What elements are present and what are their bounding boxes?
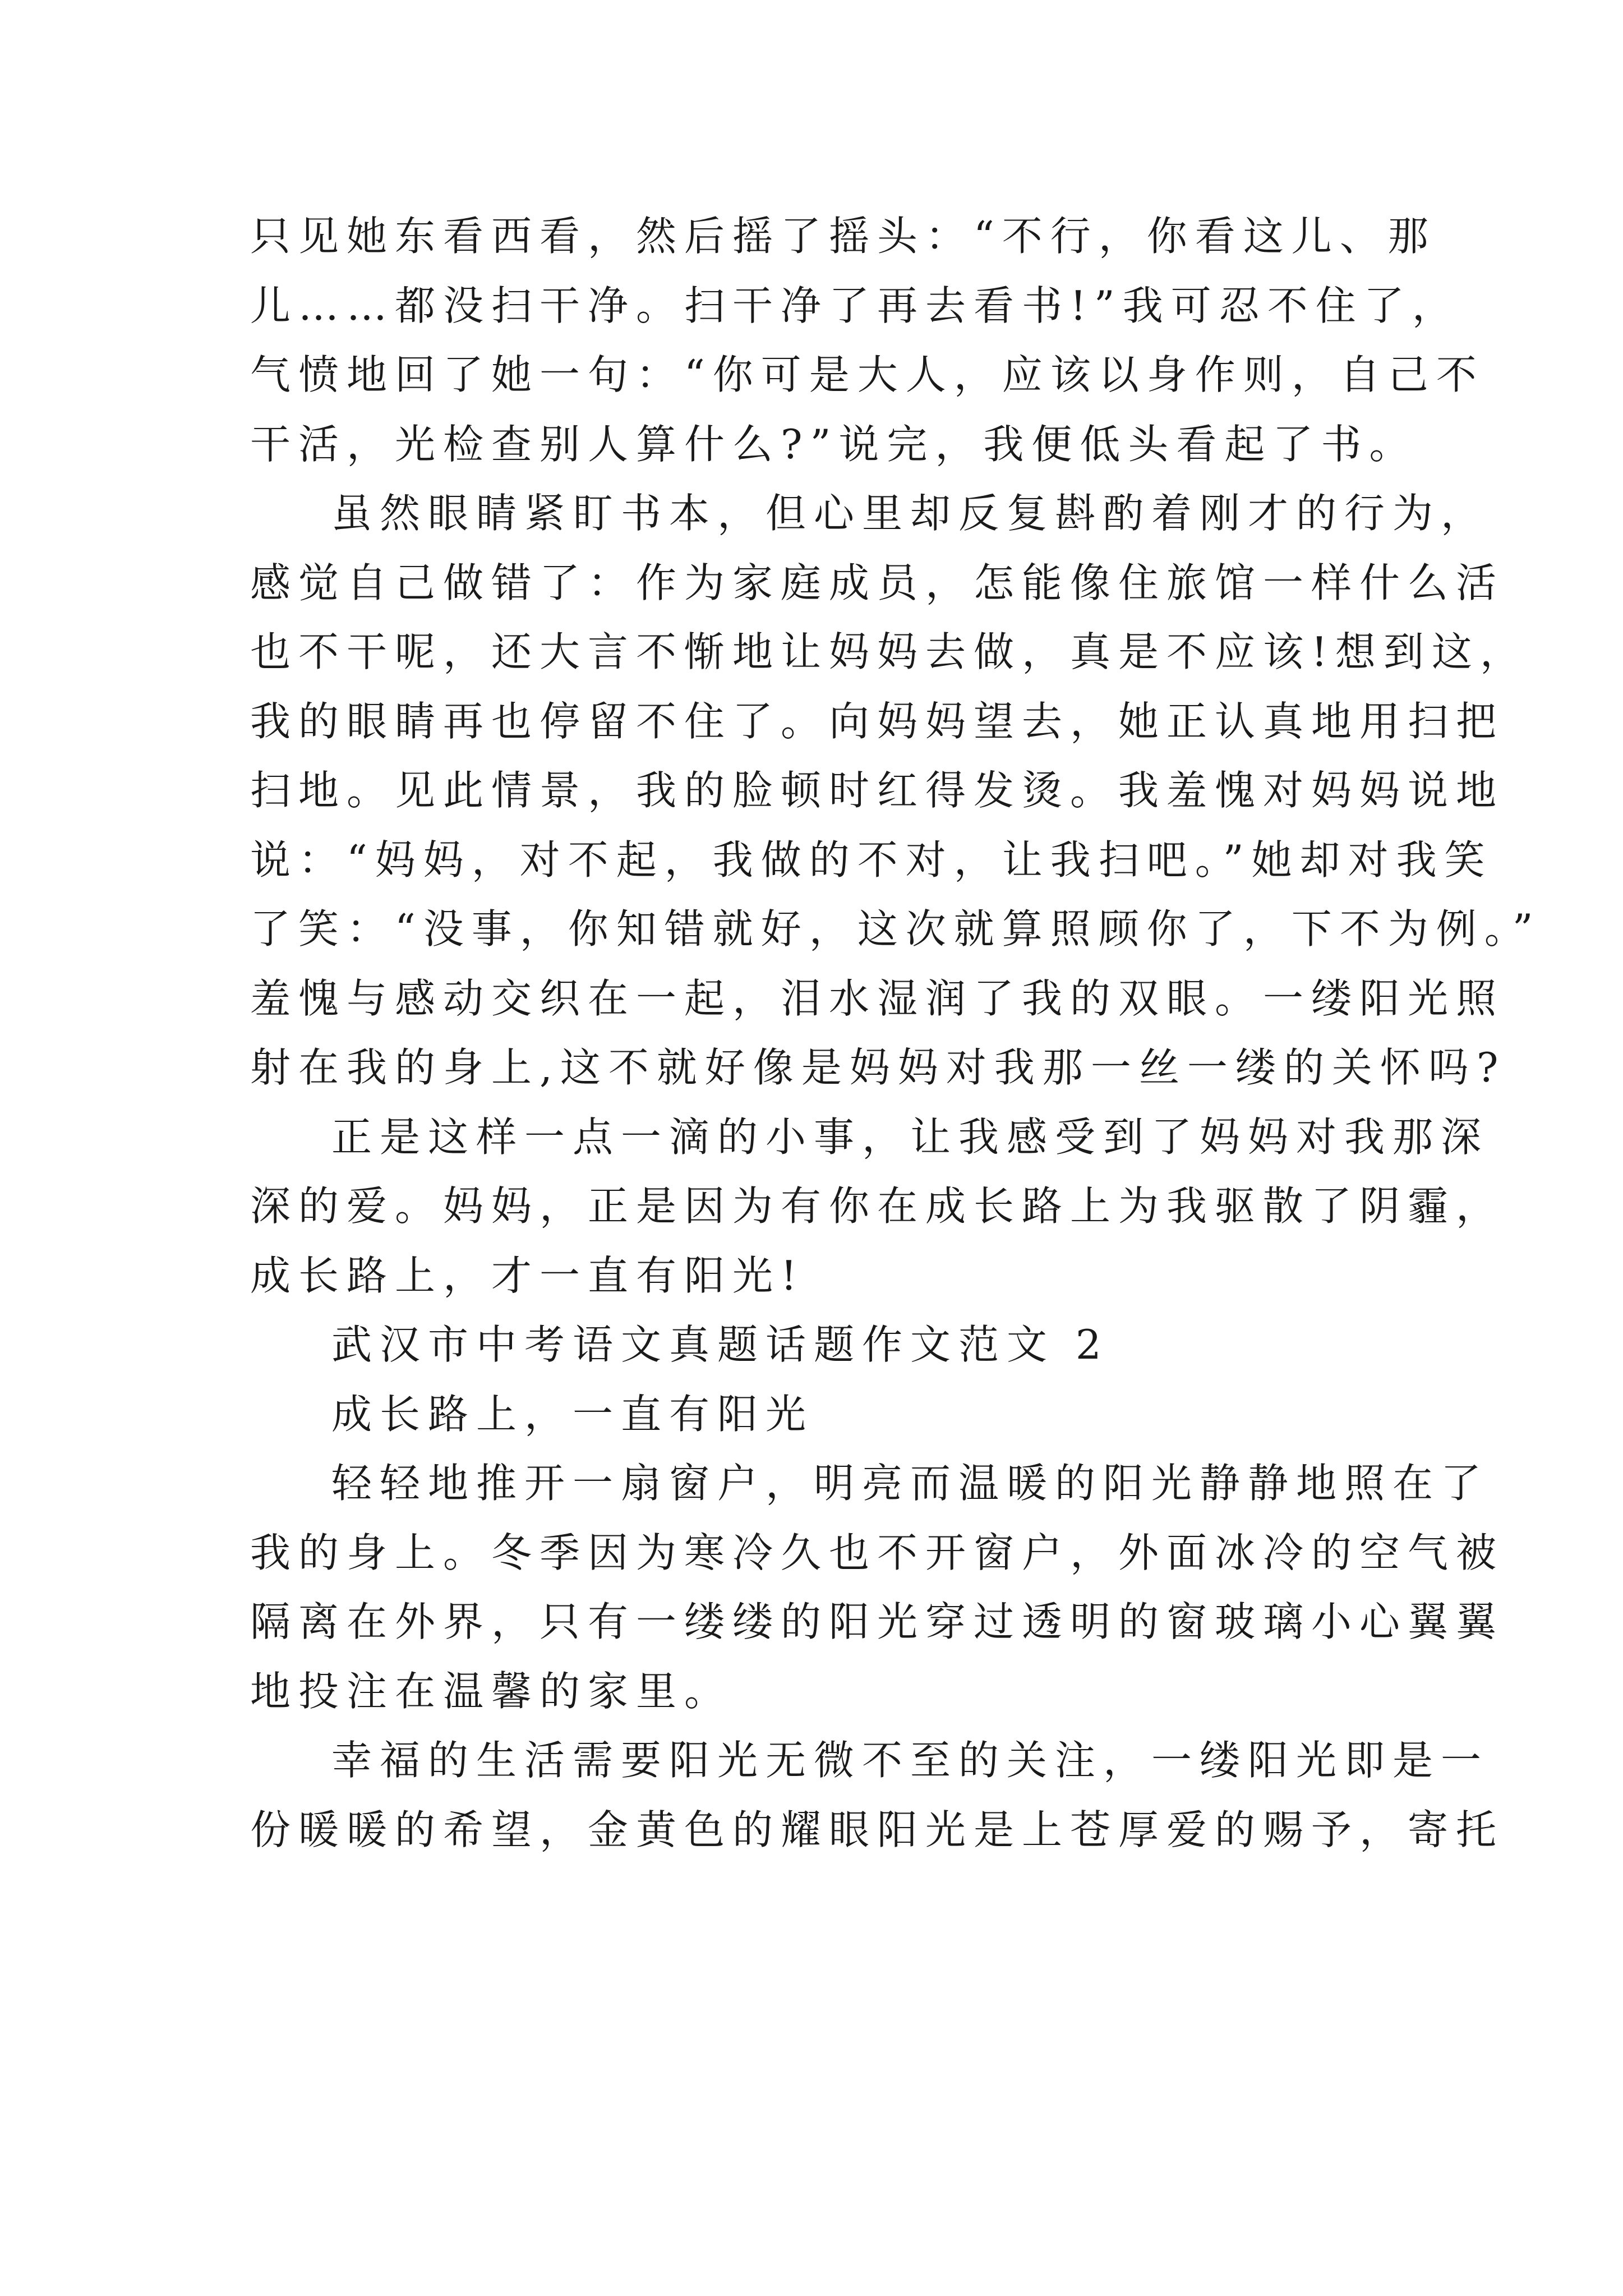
text-line: 扫地。见此情景，我的脸顿时红得发烫。我羞愧对妈妈说地: [250, 767, 1505, 814]
text-line: 我的眼睛再也停留不住了。向妈妈望去，她正认真地用扫把: [250, 697, 1505, 745]
text-line: 只见她东看西看，然后摇了摇头：“不行，你看这儿、那: [250, 213, 1436, 260]
text-line: 成长路上，才一直有阳光!: [250, 1251, 805, 1299]
text-line: 也不干呢，还大言不惭地让妈妈去做，真是不应该!想到这，: [250, 628, 1528, 675]
paragraph-first-line: 轻轻地推开一扇窗户，明亮而温暖的阳光静静地照在了: [331, 1460, 1490, 1507]
text-line: 射在我的身上,这不就好像是妈妈对我那一丝一缕的关怀吗?: [250, 1044, 1506, 1091]
paragraph-first-line: 幸福的生活需要阳光无微不至的关注，一缕阳光即是一: [331, 1737, 1490, 1784]
essay-body: [250, 202, 1541, 1865]
text-line: 干活，光检查别人算什么?”说完，我便低头看起了书。: [250, 420, 1418, 468]
text-line: 隔离在外界，只有一缕缕的阳光穿过透明的窗玻璃小心翼翼: [250, 1598, 1505, 1645]
text-line: 深的爱。妈妈，正是因为有你在成长路上为我驱散了阴霾，: [250, 1182, 1505, 1230]
paragraph-first-line: 虽然眼睛紧盯书本，但心里却反复斟酌着刚才的行为，: [331, 490, 1490, 537]
text-line: 我的身上。冬季因为寒冷久也不开窗户，外面冰冷的空气被: [250, 1529, 1505, 1576]
text-line: 感觉自己做错了：作为家庭成员，怎能像住旅馆一样什么活: [250, 559, 1505, 606]
text-line: 羞愧与感动交织在一起，泪水湿润了我的双眼。一缕阳光照: [250, 974, 1505, 1022]
text-line: 说：“妈妈，对不起，我做的不对，让我扫吧。”她却对我笑: [250, 836, 1493, 884]
text-line: 气愤地回了她一句：“你可是大人，应该以身作则，自己不: [250, 351, 1484, 398]
essay-title: 成长路上，一直有阳光: [331, 1390, 814, 1438]
section-heading: 武汉市中考语文真题话题作文范文 2: [331, 1321, 1109, 1368]
text-line: 地投注在温馨的家里。: [250, 1667, 733, 1715]
paragraph-first-line: 正是这样一点一滴的小事，让我感受到了妈妈对我那深: [331, 1113, 1490, 1161]
text-line: 儿……都没扫干净。扫干净了再去看书!”我可忍不住了，: [250, 282, 1460, 329]
text-line: 了笑：“没事，你知错就好，这次就算照顾你了，下不为例。”: [250, 905, 1541, 953]
text-line: 份暖暖的希望，金黄色的耀眼阳光是上苍厚爱的赐予，寄托: [250, 1806, 1505, 1853]
